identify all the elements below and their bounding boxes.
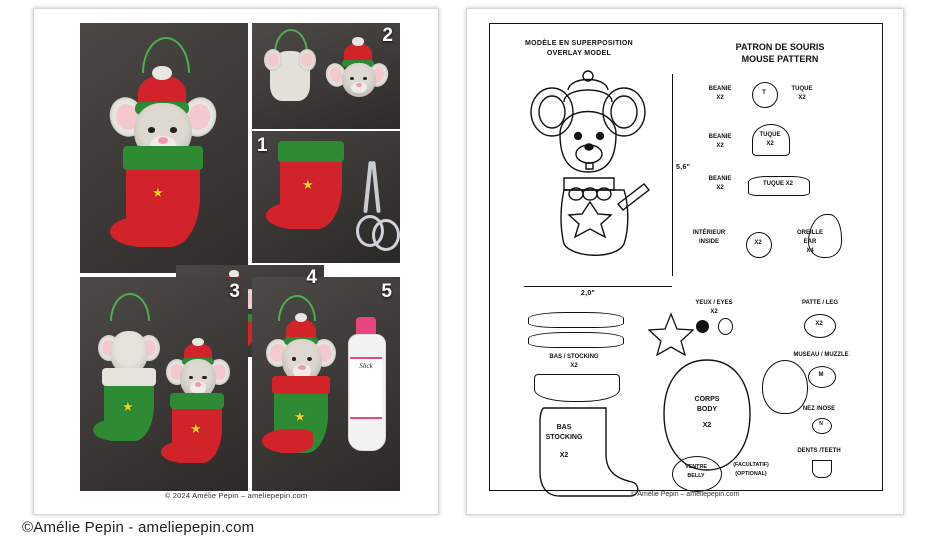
beanie-qty-3: X2 <box>716 185 724 191</box>
width-dimension-label: 2,0" <box>580 290 596 297</box>
tuque-qty-2: X2 <box>766 141 774 147</box>
photo-grid <box>80 23 400 491</box>
body-label: BODY <box>696 406 718 413</box>
optional-label: (OPTIONAL) <box>735 471 767 477</box>
bas-label: BAS <box>556 424 572 431</box>
step-1-number: 1 <box>257 135 268 156</box>
photo-sheet-credit: © 2024 Amélie Pepin – ameliepepin.com <box>164 491 308 500</box>
tuque-label-1: TUQUE <box>791 86 813 92</box>
yeux-eyes-label: YEUX / EYES <box>695 300 733 306</box>
photo-stocking-and-scissors <box>252 131 400 263</box>
step-2-number: 2 <box>382 25 393 46</box>
tuque-label-2: TUQUE <box>759 132 781 138</box>
photo-instruction-sheet <box>33 8 439 515</box>
beanie-label-2: BEANIE <box>708 134 732 140</box>
inside-label: INSIDE <box>698 239 719 245</box>
mouse-with-hat-2 <box>326 39 388 125</box>
stocking-qty: X2 <box>559 452 569 459</box>
ear-shape <box>808 214 842 258</box>
tuque-label-3: TUQUE X2 <box>762 181 793 187</box>
ornament-3b: ★ <box>166 343 230 469</box>
belly-label: BELLY <box>687 473 705 479</box>
interieur-label: INTÉRIEUR <box>692 230 726 236</box>
beanie-label-3: BEANIE <box>708 176 732 182</box>
glue-bottle-brand: Slick <box>359 361 373 370</box>
tuque-shape-2 <box>752 124 790 156</box>
pattern-sheet <box>466 8 904 515</box>
overlay-model-line2: OVERLAY MODEL <box>546 50 612 57</box>
dents-teeth-label: DENTS /TEETH <box>797 448 841 454</box>
tuque-shape-1-letter: T <box>762 90 766 96</box>
beanie-label-1: BEANIE <box>708 86 732 92</box>
height-dimension-label: 5,6" <box>676 164 691 171</box>
overlay-mouse-drawing <box>520 68 660 278</box>
height-dimension-line <box>672 74 673 276</box>
facultatif-label: (FACULTATIF) <box>733 462 769 468</box>
green-red-stocking: ★ <box>280 149 342 229</box>
stocking-cuff-strip-2 <box>528 332 624 348</box>
photo-step-2 <box>252 23 400 129</box>
step-5-number: 5 <box>381 281 392 302</box>
ear-right-2 <box>298 49 316 71</box>
bas-stocking-label: BAS / STOCKING <box>549 354 599 360</box>
ear-label: EAR <box>803 239 817 245</box>
page-copyright: ©Amélie Pepin - ameliepepin.com <box>22 519 255 536</box>
ear-left-2 <box>264 49 282 71</box>
overlay-model-line1: MODÈLE EN SUPERPOSITION <box>524 40 634 47</box>
step-4-number: 4 <box>306 267 317 288</box>
photo-step-3 <box>80 277 248 491</box>
ornament-5: ★ <box>266 317 336 457</box>
nez-nose-label: NEZ /NOSE <box>802 406 836 412</box>
patte-leg-label: PATTE / LEG <box>801 300 839 306</box>
oreille-label: OREILLE <box>796 230 823 236</box>
leg-qty: X2 <box>815 321 823 327</box>
stocking-cuff-strip-1 <box>528 312 624 328</box>
muzzle-letter: M <box>818 372 824 378</box>
eye-shape-filled <box>696 320 709 333</box>
scissors <box>356 161 390 251</box>
tuque-qty-1: X2 <box>798 95 806 101</box>
eye-shape-open <box>718 318 733 335</box>
beanie-qty-2: X2 <box>716 143 724 149</box>
nose-letter: N <box>819 421 823 427</box>
ornament-3a: ★ <box>98 317 160 447</box>
stocking-label: STOCKING <box>545 434 583 441</box>
stocking-cuff-scallop <box>534 374 620 402</box>
step-3-number: 3 <box>229 281 240 302</box>
photo-main-ornament <box>80 23 248 273</box>
pattern-title-en: MOUSE PATTERN <box>741 54 819 64</box>
interieur-qty: X2 <box>754 240 762 246</box>
photo-step-5 <box>252 277 400 491</box>
mouse-ornament <box>108 67 220 263</box>
belly-shape <box>762 360 808 414</box>
museau-muzzle-label: MUSEAU / MUZZLE <box>793 352 849 358</box>
ear-qty: X4 <box>806 248 814 254</box>
corps-label: CORPS <box>694 396 720 403</box>
yeux-qty: X2 <box>710 309 718 315</box>
teeth-shape <box>812 460 832 478</box>
ventre-label: VENTRE <box>685 464 707 470</box>
star-piece <box>648 312 694 356</box>
pattern-frame <box>489 23 883 491</box>
pattern-sheet-credit: © Amélie Pepin – ameliepepin.com <box>630 491 740 498</box>
stocking: ★ <box>126 155 200 247</box>
bas-stocking-qty: X2 <box>570 363 578 369</box>
body-qty: X2 <box>702 422 712 429</box>
pattern-title-fr: PATRON DE SOURIS <box>735 42 825 52</box>
glue-bottle <box>344 317 388 449</box>
beanie-qty-1: X2 <box>716 95 724 101</box>
width-dimension-line <box>524 286 672 287</box>
